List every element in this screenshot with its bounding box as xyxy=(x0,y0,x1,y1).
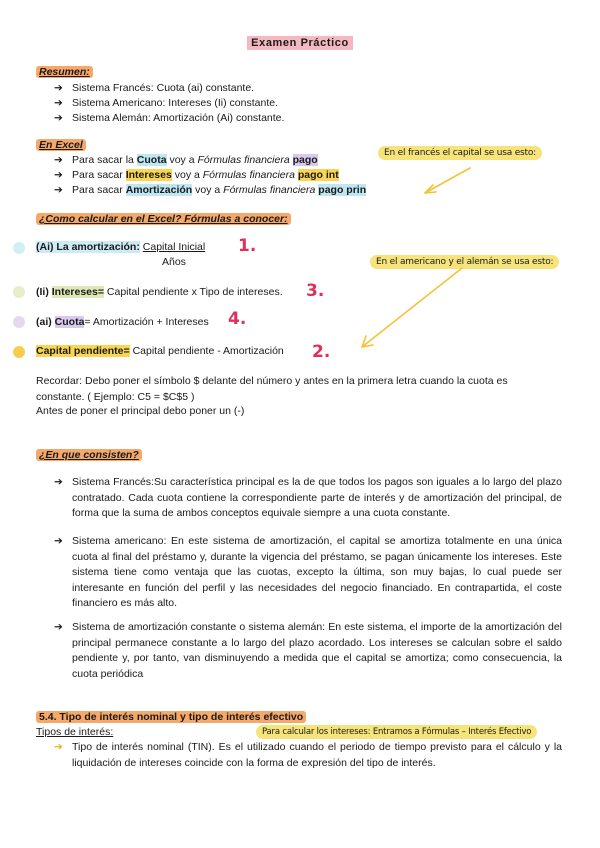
arrow-icon: ➔ xyxy=(54,535,63,547)
list-item: ➔ Para sacar Intereses voy a Fórmulas financiera pago int xyxy=(54,169,339,181)
arrow-line-1 xyxy=(425,168,470,193)
excel-heading: En Excel xyxy=(36,139,86,151)
formula-amortizacion: (Ai) La amortización: Capital Inicial xyxy=(36,241,206,253)
arrow-icon: ➔ xyxy=(54,82,63,94)
resumen-heading: Resumen: xyxy=(36,66,93,78)
arrow-icon: ➔ xyxy=(54,154,63,166)
arrow-line-2 xyxy=(362,268,462,347)
arrow-icon: ➔ xyxy=(54,476,63,488)
arrow-head-1 xyxy=(425,185,436,193)
mark-2: 2. xyxy=(312,342,331,362)
formula-cuota: (ai) Cuota= Amortización + Intereses xyxy=(36,316,209,328)
list-item: ➔ Sistema americano: En este sistema de amortización, el capital se amortiza totalmente en una única cuota al final del préstamo y, durante la vigencia del préstamo, se pagan únicamente los intereses. Este sistema tiene como ventaja que las cuotas, excepto la última, son muy bajas, lo cual puede ser interesante en función del perfil y las necesidades del negocio financiado. En contrapartida, el coste financiero es más alto. xyxy=(54,535,562,609)
formulas-note: En el americano y el alemán se usa esto: xyxy=(370,255,559,269)
list-item: ➔ Tipo de interés nominal (TIN). Es el utilizado cuando el periodo de tiempo previsto para el cálculo y la liquidación de intereses coincide con la forma de expresión del tipo de interés. xyxy=(54,741,562,769)
list-item: ➔ Sistema Americano: Intereses (Ii) constante. xyxy=(54,97,279,109)
page-title: Examen Práctico xyxy=(0,37,600,49)
section-54-heading: 5.4. Tipo de interés nominal y tipo de interés efectivo xyxy=(36,711,306,723)
arrow-icon: ➔ xyxy=(54,184,63,196)
mark-3: 3. xyxy=(306,281,325,301)
list-item: ➔ Sistema de amortización constante o sistema alemán: En este sistema, el importe de la amortización del principal permanece constante a lo largo del plazo acordado. Los intereses se calculan sobre el saldo pendiente y, por tanto, van disminuyendo a medida que el capital se amortiza; como consecuencia, la cuota periódica xyxy=(54,621,562,680)
excel-note: En el francés el capital se usa esto: xyxy=(378,146,542,160)
formula-denominator: Años xyxy=(162,256,186,268)
formulas-heading: ¿Como calcular en el Excel? Fórmulas a conocer: xyxy=(36,213,291,225)
list-item: ➔ Para sacar la Cuota voy a Fórmulas financiera pago xyxy=(54,154,318,166)
list-item: ➔ Para sacar Amortización voy a Fórmulas financiera pago prin xyxy=(54,184,367,196)
section-54-note: Para calcular los intereses: Entramos a Fórmulas – Interés Efectivo xyxy=(256,725,537,739)
list-item: ➔ Sistema Francés: Cuota (ai) constante. xyxy=(54,82,255,94)
consisten-heading: ¿En que consisten? xyxy=(36,449,142,461)
formula-capital: Capital pendiente= Capital pendiente - Amortización xyxy=(36,345,284,357)
recordar-text-2: Antes de poner el principal debo poner un (-) xyxy=(36,405,245,417)
arrow-icon: ➔ xyxy=(54,112,63,124)
section-54-subheading: Tipos de interés: xyxy=(36,726,114,738)
formula-intereses: (Ii) Intereses= Capital pendiente x Tipo de intereses. xyxy=(36,286,283,298)
recordar-text: Recordar: Debo poner el símbolo $ delante del número y antes en la primera letra cuando la cuota es constante. ( Ejemplo: C5 = $C$5 ) xyxy=(36,375,508,403)
mark-1: 1. xyxy=(238,236,257,256)
arrow-icon: ➔ xyxy=(54,97,63,109)
list-item: ➔ Sistema Alemán: Amortización (Ai) constante. xyxy=(54,112,285,124)
arrow-icon: ➔ xyxy=(54,741,63,753)
list-item: ➔ Sistema Francés:Su característica principal es la de que todos los pagos son iguales a lo largo del plazo contratado. Cada cuota contiene la correspondiente parte de interés y de amortización del principal, de forma que la suma de ambos conceptos equivale siempre a una cuota constante. xyxy=(54,476,562,519)
arrow-icon: ➔ xyxy=(54,169,63,181)
mark-4: 4. xyxy=(228,309,247,329)
arrow-icon: ➔ xyxy=(54,621,63,633)
